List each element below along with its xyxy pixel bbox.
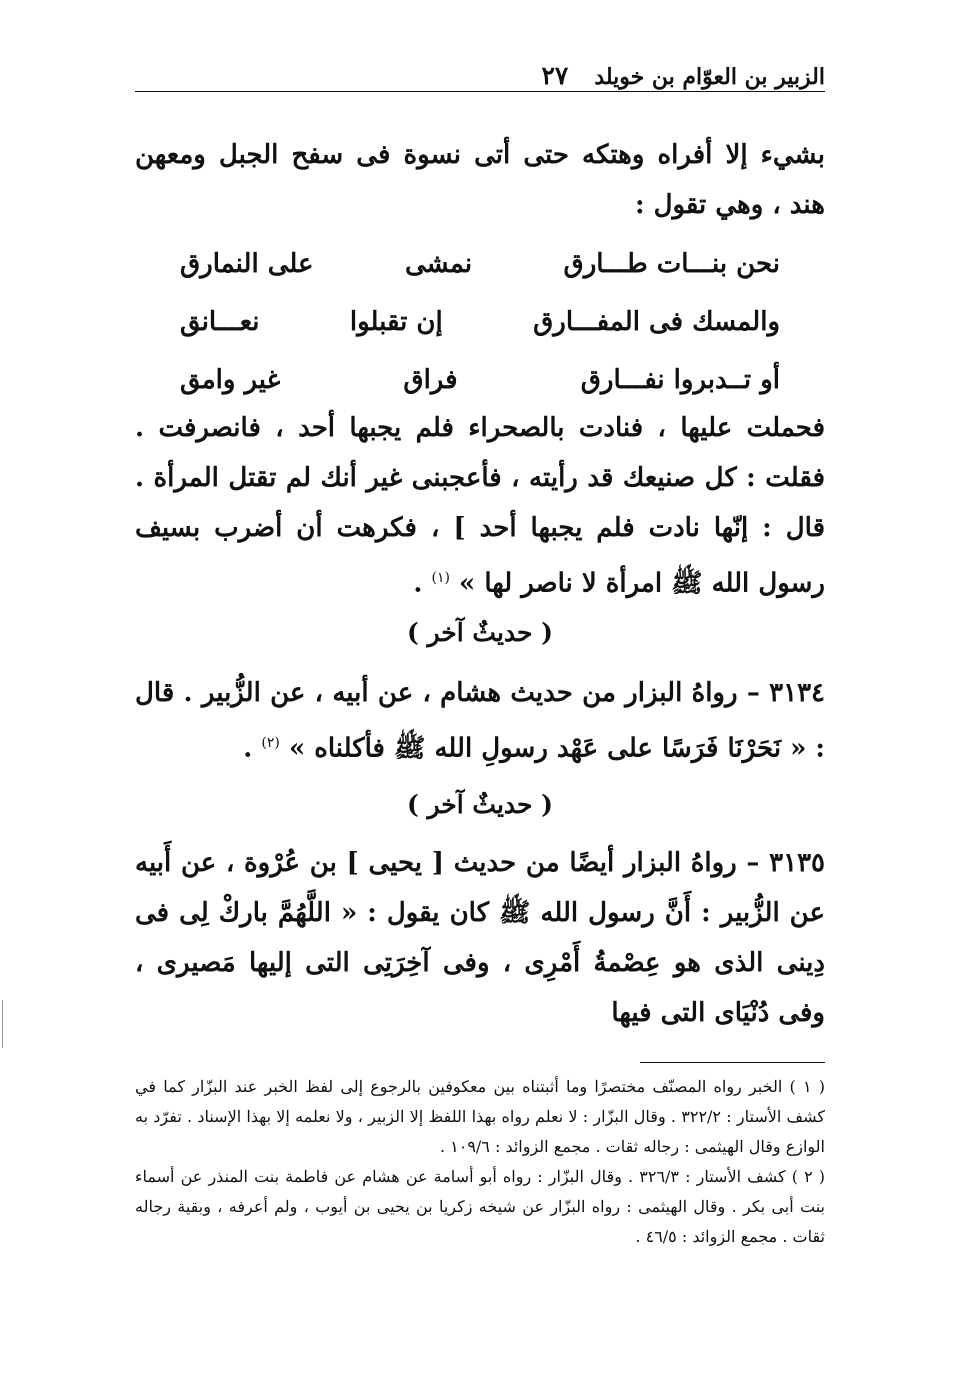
footnote-1: ( ١ ) الخبر رواه المصنّف مختصرًا وما أثبتناه بين معكوفين بالرجوع إلى لفظ الخبر عند البزّار كما في كشف الأستار : ٣٢٢/٢ . وقال البزّار : لا نعلم رواه بهذا اللفظ إلا الزبير ، ولا نعلمه إلا بهذا الإسناد . تفرّد به الوازع وقال الهيثمى : رجاله ثقات . مجمع الزوائد : ١٠٩/٦ . [135, 1077, 825, 1156]
running-header [135, 48, 825, 90]
footnote-ref-1: (١) [431, 570, 450, 586]
poem-hemistich: إن تقبلوا [349, 307, 443, 337]
poem-line-1 [180, 235, 780, 293]
poem-hemistich: فراق [403, 365, 458, 395]
hadith-3134 [135, 668, 825, 774]
poem-hemistich: نحن بنـــات طـــارق [563, 249, 780, 279]
scan-margin-mark [2, 1000, 3, 1048]
section-heading-2: ( حديثٌ آخر ) [406, 790, 554, 819]
poem [180, 235, 780, 409]
section-heading-1: ( حديثٌ آخر ) [406, 618, 554, 647]
footnote-2: ( ٢ ) كشف الأستار : ٣٢٦/٣ . وقال البزّار : رواه أبو أسامة عن هشام عن فاطمة بنت المنذر عن أسماء بنت أبى بكر . وقال الهيثمى : رواه البزّار عن شيخه زكريا بن يحيى بن أيوب ، ولم أعرفه ، وبقية رجاله ثقات . مجمع الزوائد : ٤٦/٥ . [135, 1167, 826, 1246]
paragraph-1: بشيء إلا أفراه وهتكه حتى أتى نسوة فى سفح الجبل ومعهن هند ، وهي تقول : [135, 140, 825, 220]
poem-hemistich: أو تــدبروا نفـــارق [580, 365, 780, 395]
footnote-ref-2: (٢) [261, 735, 280, 751]
hadith-number: ٣١٣٥ [769, 848, 825, 878]
poem-hemistich: على النمارق [180, 249, 314, 279]
poem-hemistich: غير وامق [180, 365, 281, 395]
poem-hemistich: والمسك فى المفـــارق [533, 307, 780, 337]
header-title: الزبير بن العوّام بن خويلد [594, 64, 825, 90]
poem-hemistich: نعـــانق [180, 307, 260, 337]
paragraph-2 [135, 403, 825, 609]
paragraph-2-end: . [413, 568, 423, 599]
footnote-separator [640, 1062, 825, 1063]
poem-hemistich: نمشى [404, 249, 473, 279]
hadith-end: . [243, 733, 253, 764]
poem-line-2 [180, 293, 780, 351]
hadith-text: – رواهُ البزار من حديث هشام ، عن أبيه ، عن الزُّبير . قال : « نَحَرْنَا فَرَسًا على عَهْد رسولِ الله ﷺ فأكلناه » [135, 678, 825, 764]
hadith-3135 [135, 838, 825, 1038]
hadith-text: – رواهُ البزار أيضًا من حديث [ يحيى ] بن عُرْوة ، عن أَبيه عن الزُّبير : أَنَّ رسول الله ﷺ كان يقول : « اللَّهُمَّ باركْ لِى فى دِينى الذى هو عِصْمةُ أَمْرِى ، وفى آخِرَتِى التى إليها مَصيرى ، وفى دُنْيَاى التى فيها [135, 848, 825, 1028]
page-number: ٢٧ [541, 61, 569, 90]
footnotes [135, 1072, 825, 1252]
poem-line-3 [180, 351, 780, 409]
hadith-number: ٣١٣٤ [769, 678, 825, 708]
header-rule [135, 91, 825, 92]
paragraph-2-text: فحملت عليها ، فنادت بالصحراء فلم يجبها أحد ، فانصرفت . فقلت : كل صنيعك قد رأيته ، فأعجبنى غير أنك لم تقتل المرأة . قال : إنّها نادت فلم يجبها أحد ] ، فكرهت أن أضرب بسيف رسول الله ﷺ امرأة لا ناصر لها » [135, 413, 825, 599]
